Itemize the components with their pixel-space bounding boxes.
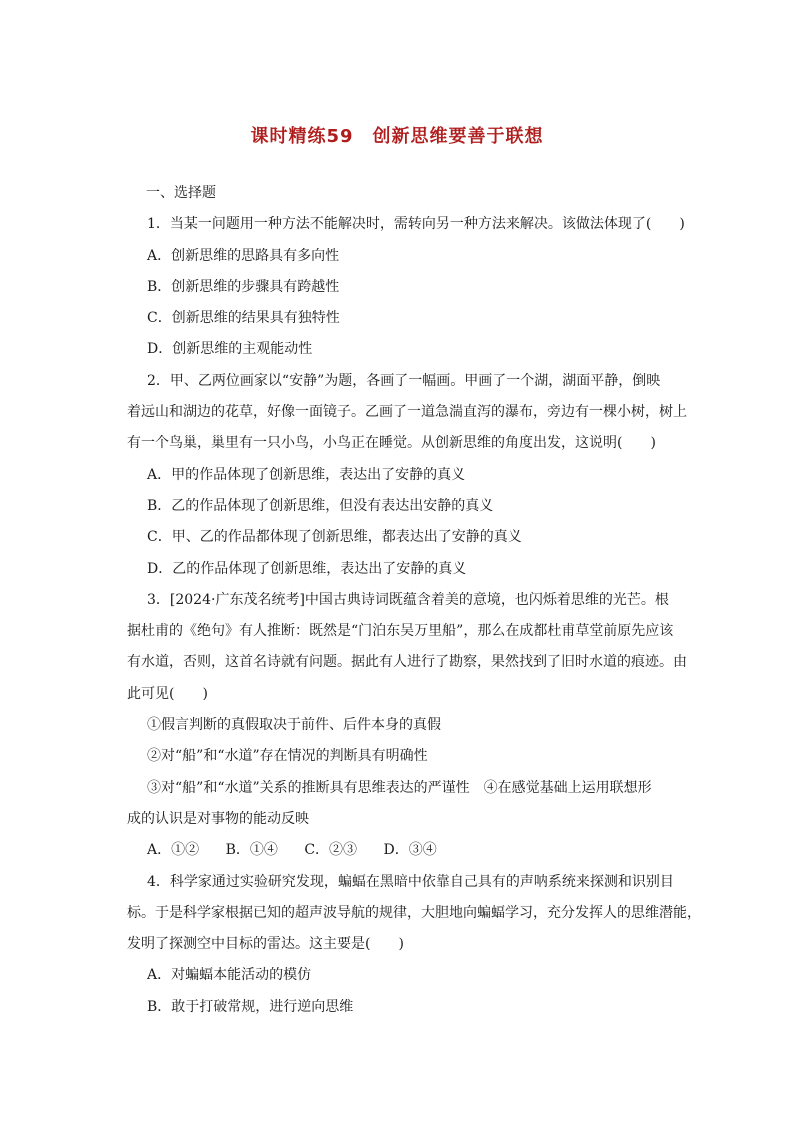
option-a: A．对蝙蝠本能活动的模仿: [147, 967, 312, 984]
question-text: 3．[2024·广东茂名统考]中国古典诗词既蕴含着美的意境，也闪烁着思维的光芒。根: [147, 591, 669, 608]
option-b: B．创新思维的步骤具有跨越性: [147, 278, 340, 295]
option-a: A．创新思维的思路具有多向性: [147, 247, 340, 264]
choice-b: B．①④: [225, 842, 278, 859]
statement-4-cont: 成的认识是对事物的能动反映: [127, 810, 309, 827]
document-body: [127, 178, 701, 1023]
question-text: 4．科学家通过实验研究发现，蝙蝠在黑暗中依靠自己具有的声呐系统来探测和识别目: [147, 873, 674, 890]
choice-d: D．③④: [383, 842, 437, 859]
statement-3-4: ③对“船”和“水道”关系的推断具有思维表达的严谨性 ④在感觉基础上运用联想形: [147, 779, 652, 796]
option-c: C．创新思维的结果具有独特性: [147, 310, 340, 327]
choice-c: C．②③: [304, 842, 358, 859]
question-text: 据杜甫的《绝句》有人推断：既然是“门泊东吴万里船”，那么在成都杜甫草堂前原先应该: [127, 623, 674, 640]
option-c: C．甲、乙的作品都体现了创新思维，都表达出了安静的真义: [147, 529, 522, 546]
question-text: 有一个鸟巢，巢里有一只小鸟，小鸟正在睡觉。从创新思维的角度出发，这说明( ): [127, 435, 656, 452]
question-1: [147, 209, 685, 365]
choice-row: [147, 835, 677, 866]
choice-a: A．①②: [147, 842, 200, 859]
question-text: 有水道，否则，这首名诗就有问题。据此有人进行了勘察，果然找到了旧时水道的痕迹。由: [127, 654, 687, 671]
option-b: B．乙的作品体现了创新思维，但没有表达出安静的真义: [147, 497, 494, 514]
statement-1: ①假言判断的真假取决于前件、后件本身的真假: [147, 717, 441, 734]
question-text: 标。于是科学家根据已知的超声波导航的规律，大胆地向蝙蝠学习，充分发挥人的思维潜能，: [127, 904, 701, 921]
page-title: 课时精练59 创新思维要善于联想: [250, 126, 544, 147]
option-d: D．创新思维的主观能动性: [147, 341, 313, 358]
statement-2: ②对“船”和“水道”存在情况的判断具有明确性: [147, 748, 428, 765]
question-text: 1．当某一问题用一种方法不能解决时，需转向另一种方法来解决。该做法体现了( ): [147, 216, 685, 233]
question-text: 发明了探测空中目标的雷达。这主要是( ): [127, 936, 404, 953]
question-text: 此可见( ): [127, 685, 208, 702]
question-text: 着远山和湖边的花草，好像一面镜子。乙画了一道急湍直泻的瀑布，旁边有一棵小树，树上: [127, 404, 687, 421]
option-a: A．甲的作品体现了创新思维，表达出了安静的真义: [147, 466, 466, 483]
question-3: [127, 585, 687, 867]
section-heading: 一、选择题: [146, 185, 216, 201]
option-d: D．乙的作品体现了创新思维，表达出了安静的真义: [147, 560, 467, 577]
question-2: [127, 366, 687, 585]
option-b: B．敢于打破常规，进行逆向思维: [147, 998, 354, 1015]
question-4: [127, 867, 701, 1023]
question-text: 2．甲、乙两位画家以“安静”为题，各画了一幅画。甲画了一个湖，湖面平静，倒映: [147, 372, 661, 389]
